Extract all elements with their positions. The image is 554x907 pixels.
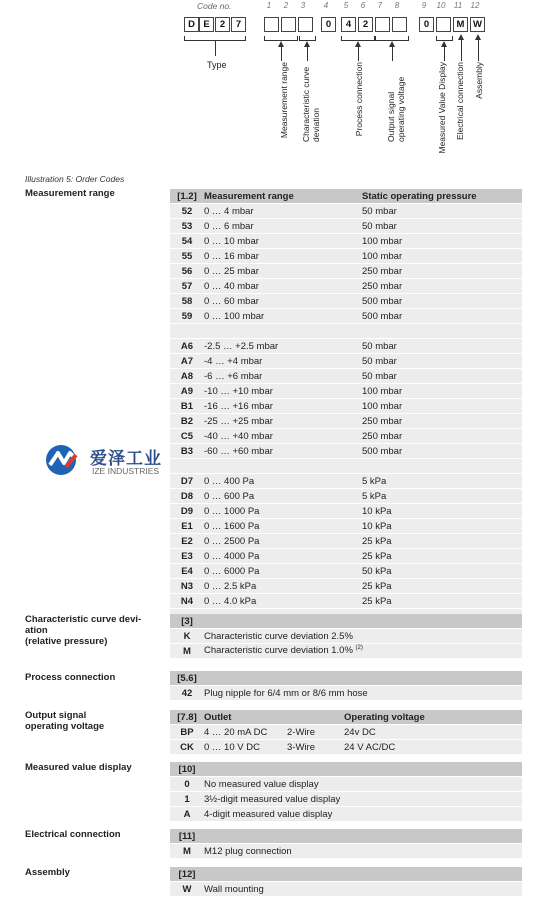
row-range: 0 … 6000 Pa [204,565,260,577]
row-desc: Characteristic curve deviation 2.5% [204,630,353,642]
table-row [170,519,522,534]
row-pressure: 50 mbar [362,205,397,217]
row-outlet: 0 … 10 V DC [204,741,260,753]
code-index: 8 [394,1,400,10]
table-row [170,474,522,489]
table-row [170,234,522,249]
row-pressure: 5 kPa [362,475,387,487]
row-range: -10 … +10 mbar [204,385,273,397]
row-code: BP [180,726,194,738]
row-range: 0 … 1000 Pa [204,505,260,517]
row-pressure: 25 kPa [362,550,392,562]
label-process-connection: Process connection [25,672,116,683]
table-row [170,384,522,399]
table-row [170,629,522,644]
row-code: B3 [180,445,194,457]
code-index: 6 [360,1,366,10]
table-row [170,354,522,369]
code-index: 3 [300,1,306,10]
row-code: 42 [181,687,193,699]
type-code-box: 2 [215,17,230,32]
table-row [170,644,522,659]
table-header [170,762,522,777]
table-header [170,710,522,725]
row-code: 59 [181,310,193,322]
row-range: 0 … 4000 Pa [204,550,260,562]
row-code: 56 [181,265,193,277]
company-logo [44,443,84,480]
arrow-line [478,38,479,61]
code-box: M [453,17,468,32]
code-index: 7 [377,1,383,10]
table-row [170,777,522,792]
row-voltage: 24v DC [344,726,376,738]
table-row [170,369,522,384]
table-row [170,740,522,755]
table-row [170,807,522,822]
assembly-table [170,867,522,897]
table-row [170,309,522,324]
row-range: -2.5 … +2.5 mbar [204,340,279,352]
label-line: Characteristic curve devi- [25,614,142,625]
illustration-caption: Illustration 5: Order Codes [25,174,125,184]
row-range: -40 … +40 mbar [204,430,273,442]
row-pressure: 25 kPa [362,580,392,592]
row-pressure: 25 kPa [362,535,392,547]
row-code: M [183,645,191,657]
row-code: 1 [184,793,190,805]
table-row [170,204,522,219]
row-code: 0 [184,778,190,790]
row-pressure: 100 mbar [362,250,403,262]
code-box [392,17,407,32]
arrow-up-icon [475,34,481,40]
table-row [170,249,522,264]
row-code: 52 [181,205,193,217]
code-index: 5 [343,1,349,10]
label-line: Output signal [25,710,87,721]
row-code: E3 [181,550,193,562]
table-row [170,579,522,594]
row-desc: No measured value display [204,778,319,790]
row-range: -25 … +25 mbar [204,415,273,427]
table-row [170,339,522,354]
row-desc: 3½-digit measured value display [204,793,341,805]
row-pressure: 100 mbar [362,385,403,397]
type-code-box: D [184,17,199,32]
row-pressure: 50 kPa [362,565,392,577]
row-range: 0 … 60 mbar [204,295,259,307]
header-pressure: Static operating pressure [362,190,477,202]
code-box: 0 [419,17,434,32]
header-code: [1.2] [177,190,197,202]
code-no-label: Code no. [197,1,232,11]
row-range: -6 … +6 mbar [204,370,263,382]
row-desc-text: Characteristic curve deviation 1.0% [204,645,353,657]
code-index: 4 [323,1,329,10]
row-pressure: 50 mbar [362,370,397,382]
arrow-up-icon [355,41,361,47]
row-pressure: 50 mbar [362,355,397,367]
code-box [436,17,451,32]
display-table [170,762,522,822]
code-index: 9 [421,1,427,10]
code-index: 2 [283,1,289,10]
row-code: 57 [181,280,193,292]
arrow-up-icon [278,41,284,47]
row-code: E1 [181,520,193,532]
row-range: 0 … 400 Pa [204,475,255,487]
code-index: 12 [470,1,480,10]
logo-chinese: 爱泽工业 [90,449,162,468]
row-pressure: 10 kPa [362,520,392,532]
vlabel-process: Process connection [354,62,364,137]
row-range: 0 … 4 mbar [204,205,254,217]
vlabel-measurement: Measurement range [279,62,289,139]
label-line: (relative pressure) [25,636,108,647]
header-code: [11] [178,830,196,842]
header-code: [10] [178,763,196,775]
row-range: -16 … +16 mbar [204,400,273,412]
row-desc [204,645,522,656]
table-row [170,324,522,339]
row-code: D8 [180,490,194,502]
row-code: E2 [181,535,193,547]
arrow-up-icon [458,34,464,40]
code-box [264,17,279,32]
footnote-mark: (2) [355,645,363,652]
row-range: 0 … 4.0 kPa [204,595,257,607]
row-pressure: 50 mbar [362,340,397,352]
header-code: [12] [178,868,196,880]
row-range: 0 … 6 mbar [204,220,254,232]
row-pressure: 100 mbar [362,400,403,412]
vlabel-electrical: Electrical connection [455,62,465,140]
table-row [170,219,522,234]
arrow-line [461,38,462,61]
row-code: A9 [180,385,194,397]
row-code: 58 [181,295,193,307]
row-wire: 2-Wire [287,726,315,738]
row-range: 0 … 16 mbar [204,250,259,262]
row-code: D9 [180,505,194,517]
table-header [170,829,522,844]
electrical-table [170,829,522,859]
row-outlet: 4 … 20 mA DC [204,726,268,738]
table-row [170,725,522,740]
table-row [170,504,522,519]
row-pressure: 250 mbar [362,415,403,427]
arrow-line [444,45,445,61]
code-box [281,17,296,32]
code-box: W [470,17,485,32]
arrow-up-icon [304,41,310,47]
row-voltage: 24 V AC/DC [344,741,396,753]
row-range: 0 … 100 mbar [204,310,265,322]
code-index: 10 [436,1,446,10]
row-code: D7 [180,475,194,487]
table-row [170,594,522,609]
table-row [170,792,522,807]
row-code: A8 [180,370,194,382]
row-desc: M12 plug connection [204,845,292,857]
type-code-box: 7 [231,17,246,32]
label-electrical-connection: Electrical connection [25,829,121,840]
code-box [298,17,313,32]
arrow-line [307,45,308,61]
row-code: K [183,630,191,642]
table-row [170,844,522,859]
row-range: 0 … 1600 Pa [204,520,260,532]
row-desc: 4-digit measured value display [204,808,333,820]
row-wire: 3-Wire [287,741,315,753]
row-pressure: 500 mbar [362,310,403,322]
row-range: 0 … 2.5 kPa [204,580,257,592]
row-pressure: 500 mbar [362,295,403,307]
code-box: 4 [341,17,356,32]
row-code: B1 [180,400,194,412]
table-row [170,549,522,564]
label-measured-value-display: Measured value display [25,762,132,773]
row-pressure: 500 mbar [362,445,403,457]
table-header [170,867,522,882]
header-outlet: Outlet [204,711,232,723]
header-code: [3] [181,615,193,627]
table-row [170,459,522,474]
table-row [170,686,522,701]
row-pressure: 250 mbar [362,280,403,292]
row-pressure: 250 mbar [362,265,403,277]
label-assembly: Assembly [25,867,70,878]
row-code: A6 [180,340,194,352]
row-code: E4 [181,565,193,577]
row-pressure: 100 mbar [362,235,403,247]
row-pressure: 5 kPa [362,490,387,502]
type-code-box: E [199,17,214,32]
vlabel-display: Measured Value Display [437,62,447,154]
row-pressure: 10 kPa [362,505,392,517]
arrow-up-icon [441,41,447,47]
row-code: 55 [181,250,193,262]
row-pressure: 25 kPa [362,595,392,607]
row-range: 0 … 2500 Pa [204,535,260,547]
table-row [170,489,522,504]
table-row [170,534,522,549]
header-voltage: Operating voltage [344,711,425,723]
row-code: B2 [180,415,194,427]
table-row [170,564,522,579]
row-range: -4 … +4 mbar [204,355,263,367]
vlabel-output: Output signal operating voltage [386,76,406,142]
row-desc: Plug nipple for 6/4 mm or 8/6 mm hose [204,687,368,699]
label-measurement-range: Measurement range [25,188,115,199]
table-row [170,294,522,309]
arrow-line [281,45,282,61]
table-header [170,614,522,629]
row-code: CK [180,741,194,753]
code-box: 0 [321,17,336,32]
table-row [170,444,522,459]
label-output-signal [25,710,104,732]
logo-icon [44,443,84,477]
code-box: 2 [358,17,373,32]
table-header [170,189,522,204]
table-row [170,414,522,429]
table-header [170,671,522,686]
row-range: 0 … 600 Pa [204,490,255,502]
row-code: A [183,808,191,820]
row-code: M [183,845,191,857]
table-row [170,882,522,897]
table-row [170,399,522,414]
label-line: operating voltage [25,721,105,732]
arrow-line [358,45,359,61]
row-range: -60 … +60 mbar [204,445,273,457]
header-code: [5.6] [177,672,197,684]
label-curve-deviation [25,614,141,647]
row-code: N3 [180,580,194,592]
label-line: ation [25,625,48,636]
arrow-up-icon [389,41,395,47]
row-range: 0 … 10 mbar [204,235,259,247]
row-desc: Wall mounting [204,883,264,895]
row-pressure: 50 mbar [362,220,397,232]
output-table [170,710,522,755]
vlabel-curve: Characteristic curve deviation [301,66,321,142]
row-range: 0 … 25 mbar [204,265,259,277]
curve-table [170,614,522,659]
process-table [170,671,522,701]
logo-english: IZE INDUSTRIES [92,466,160,476]
header-code: [7.8] [177,711,197,723]
code-box [375,17,390,32]
table-row [170,279,522,294]
type-label: Type [207,60,227,70]
row-code: A7 [180,355,194,367]
vlabel-assembly: Assembly [474,62,484,99]
row-code: N4 [180,595,194,607]
row-range: 0 … 40 mbar [204,280,259,292]
code-index: 11 [453,1,463,10]
table-row [170,429,522,444]
table-row [170,264,522,279]
row-code: 54 [181,235,193,247]
row-code: 53 [181,220,193,232]
arrow-line [392,45,393,61]
row-pressure: 250 mbar [362,430,403,442]
header-range: Measurement range [204,190,294,202]
measurement-range-table [170,189,522,624]
row-code: C5 [180,430,194,442]
type-line [215,41,216,56]
code-index: 1 [266,1,272,10]
row-code: W [182,883,192,895]
